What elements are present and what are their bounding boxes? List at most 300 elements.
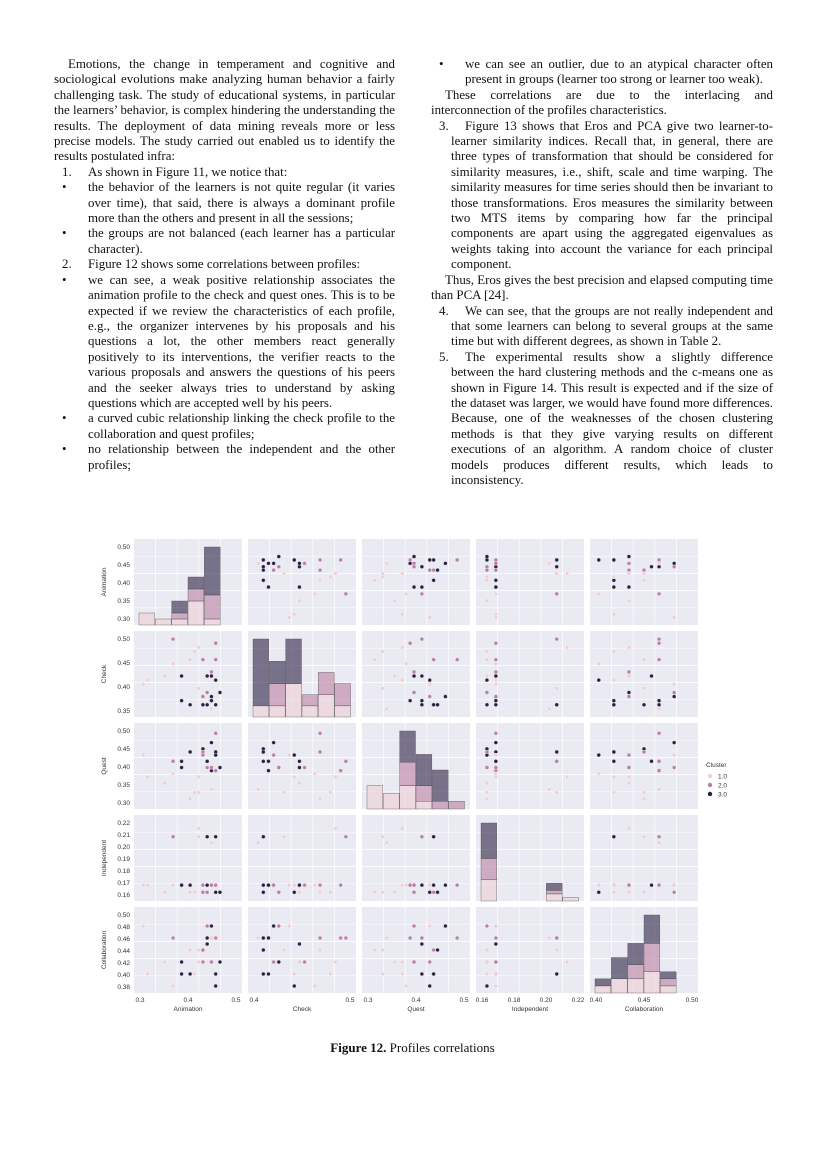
item-text: Figure 13 shows that Eros and PCA give two learner-to-learner similarity indices. Recall that, in general, there are three types of transformation that should be considered for similarity measures, i.e., shift, scale and time warping. The similarity measures for time series should then be invariant to those transformations. Eros measures the similarity between two MTS items by comparing how far the principal components are apart using the aggregated eigenvalues as weights taking into account the variance for each principal component. [451, 118, 773, 272]
scatter-point [197, 948, 201, 952]
x-axis-title: Independent [511, 1006, 549, 1013]
scatter-point [197, 827, 201, 831]
scatter-point [197, 775, 201, 779]
scatter-point [188, 658, 192, 662]
scatter-point [400, 960, 404, 964]
scatter-point [555, 948, 559, 952]
scatter-point [214, 890, 218, 894]
scatter-point [292, 612, 296, 616]
histogram-bar [481, 880, 497, 901]
scatter-point [494, 641, 498, 645]
scatter-point [642, 658, 646, 662]
scatter-point [612, 883, 616, 887]
scatter-point [672, 883, 676, 887]
scatter-point [339, 883, 343, 887]
y-axis-title: Quest [101, 757, 108, 775]
scatter-point [555, 558, 559, 562]
x-tick-label: 0.5 [459, 997, 469, 1004]
scatter-point [256, 788, 260, 792]
scatter-point [597, 753, 601, 757]
scatter-point [261, 948, 265, 952]
scatter-point [565, 775, 569, 779]
scatter-point [261, 883, 265, 887]
y-axis-title: Check [101, 664, 108, 684]
scatter-point [494, 662, 498, 666]
scatter-point [381, 972, 385, 976]
panel-background [134, 723, 242, 809]
scatter-point [627, 775, 631, 779]
scatter-point [318, 797, 322, 801]
scatter-point [428, 568, 432, 572]
y-tick-label: 0.50 [117, 544, 130, 551]
scatter-point [381, 948, 385, 952]
scatter-point [261, 568, 265, 572]
scatter-point [214, 835, 218, 839]
scatter-point [672, 691, 676, 695]
scatter-point [420, 942, 424, 946]
panel-background [362, 907, 470, 993]
scatter-point [298, 565, 302, 569]
scatter-point [494, 731, 498, 735]
scatter-point [455, 558, 459, 562]
scatter-point [210, 741, 214, 745]
scatter-point [547, 561, 551, 565]
scatter-point [339, 558, 343, 562]
scatter-point [171, 637, 175, 641]
scatter-point [485, 791, 489, 795]
scatter-point [180, 766, 184, 770]
bullet-item: • no relationship between the independent and the other profiles; [62, 442, 395, 472]
histogram-bar [155, 619, 171, 625]
scatter-point [494, 558, 498, 562]
scatter-point [201, 960, 205, 964]
scatter-point [180, 960, 184, 964]
scatter-point [256, 936, 260, 940]
item-number: 5. [439, 349, 449, 364]
scatter-point [627, 781, 631, 785]
scatter-point [282, 791, 286, 795]
scatter-point [272, 561, 276, 565]
scatter-point [201, 890, 205, 894]
scatter-point [597, 772, 601, 776]
x-axis-title: Collaboration [624, 1006, 664, 1013]
scatter-point [547, 788, 551, 792]
scatter-point [277, 924, 281, 928]
scatter-point [192, 890, 196, 894]
scatter-point [494, 741, 498, 745]
scatter-point [597, 592, 601, 596]
scatter-point [385, 936, 389, 940]
x-tick-label: 0.3 [363, 997, 373, 1004]
scatter-point [432, 948, 436, 952]
scatter-point [627, 890, 631, 894]
scatter-point [201, 703, 205, 707]
scatter-point [428, 678, 432, 682]
scatter-point [412, 691, 416, 695]
scatter-point [412, 670, 416, 674]
scatter-point [565, 645, 569, 649]
scatter-point [555, 703, 559, 707]
scatter-point [420, 972, 424, 976]
scatter-point [292, 984, 296, 988]
scatter-point [408, 883, 412, 887]
scatter-point [373, 890, 377, 894]
x-tick-label: 0.22 [571, 997, 585, 1004]
scatter-point [657, 558, 661, 562]
scatter-point [494, 674, 498, 678]
histogram-bar [416, 801, 432, 809]
scatter-point [328, 972, 332, 976]
scatter-point [627, 568, 631, 572]
scatter-point [597, 883, 601, 887]
scatter-point [404, 883, 408, 887]
scatter-point [334, 775, 338, 779]
scatter-point [210, 883, 214, 887]
scatter-point [201, 695, 205, 699]
scatter-point [298, 890, 302, 894]
scatter-point [197, 835, 201, 839]
scatter-point [180, 759, 184, 763]
scatter-point [298, 599, 302, 603]
y-tick-label: 0.35 [117, 598, 130, 605]
scatter-point [180, 699, 184, 703]
scatter-point [444, 883, 448, 887]
scatter-point [672, 753, 676, 757]
histogram-bar [546, 890, 562, 894]
panel-background [362, 539, 470, 625]
scatter-point [218, 766, 222, 770]
scatter-point [565, 572, 569, 576]
scatter-point [428, 924, 432, 928]
scatter-point [171, 772, 175, 776]
scatter-point [192, 650, 196, 654]
y-tick-label: 0.44 [117, 948, 130, 955]
scatter-point [494, 670, 498, 674]
scatter-point [657, 658, 661, 662]
histogram-bar [286, 684, 302, 717]
scatter-point [657, 707, 661, 711]
scatter-point [657, 561, 661, 565]
scatter-point [303, 561, 307, 565]
scatter-point [485, 781, 489, 785]
scatter-point [627, 572, 631, 576]
y-tick-label: 0.20 [117, 844, 130, 851]
histogram-bar [253, 706, 269, 717]
scatter-point [188, 750, 192, 754]
scatter-point [292, 753, 296, 757]
histogram-bar [367, 786, 383, 809]
scatter-point [214, 972, 218, 976]
scatter-point [214, 658, 218, 662]
histogram-bar [660, 986, 676, 993]
scatter-point [201, 948, 205, 952]
scatter-point [650, 674, 654, 678]
scatter-point [555, 791, 559, 795]
scatter-point [650, 883, 654, 887]
scatter-point [218, 691, 222, 695]
scatter-point [318, 731, 322, 735]
scatter-point [642, 572, 646, 576]
scatter-point [210, 695, 214, 699]
scatter-point [657, 788, 661, 792]
scatter-point [210, 670, 214, 674]
scatter-point [205, 835, 209, 839]
y-tick-label: 0.46 [117, 936, 130, 943]
y-tick-label: 0.38 [117, 984, 130, 991]
scatter-point [334, 960, 338, 964]
scatter-point [494, 753, 498, 757]
scatter-point [627, 561, 631, 565]
scatter-point [210, 707, 214, 711]
figure-12 [96, 535, 756, 1025]
scatter-point [318, 578, 322, 582]
scatter-point [485, 578, 489, 582]
scatter-point [298, 942, 302, 946]
scatter-point [146, 775, 150, 779]
scatter-point [672, 682, 676, 686]
x-tick-label: 0.5 [231, 997, 241, 1004]
scatter-point [214, 641, 218, 645]
y-tick-label: 0.30 [117, 616, 130, 623]
scatter-point [287, 616, 291, 620]
y-tick-label: 0.40 [117, 764, 130, 771]
scatter-point [612, 678, 616, 682]
scatter-point [627, 695, 631, 699]
scatter-point [642, 791, 646, 795]
scatter-point [171, 936, 175, 940]
scatter-point [408, 561, 412, 565]
scatter-point [261, 972, 265, 976]
scatter-point [188, 883, 192, 887]
panel-background [476, 907, 584, 993]
scatter-point [146, 678, 150, 682]
x-tick-label: 0.5 [345, 997, 355, 1004]
scatter-point [261, 750, 265, 754]
panel-background [590, 815, 698, 901]
scatter-point [141, 924, 145, 928]
scatter-point [180, 972, 184, 976]
scatter-point [494, 772, 498, 776]
histogram-bar [204, 595, 220, 619]
y-tick-label: 0.17 [117, 880, 130, 887]
scatter-point [455, 883, 459, 887]
figure-caption [0, 1040, 825, 1056]
scatter-point [400, 612, 404, 616]
y-tick-label: 0.42 [117, 960, 130, 967]
scatter-point [485, 565, 489, 569]
scatter-point [494, 658, 498, 662]
histogram-bar [188, 601, 204, 625]
scatter-point [455, 658, 459, 662]
scatter-point [298, 883, 302, 887]
scatter-point [494, 561, 498, 565]
scatter-point [627, 691, 631, 695]
scatter-point [494, 699, 498, 703]
y-tick-label: 0.35 [117, 708, 130, 715]
scatter-point [210, 788, 214, 792]
scatter-point [334, 827, 338, 831]
scatter-point [298, 585, 302, 589]
scatter-point [672, 695, 676, 699]
scatter-point [146, 972, 150, 976]
scatter-point [642, 686, 646, 690]
histogram-bar [204, 547, 220, 595]
scatter-point [272, 741, 276, 745]
caption-label: Figure 12. [330, 1040, 387, 1055]
scatter-point [612, 791, 616, 795]
scatter-point [205, 942, 209, 946]
scatter-point [328, 575, 332, 579]
scatter-point [267, 936, 271, 940]
scatter-point [218, 960, 222, 964]
scatter-point [485, 750, 489, 754]
scatter-point [657, 731, 661, 735]
histogram-bar [481, 823, 497, 858]
scatter-point [408, 558, 412, 562]
scatter-point [328, 791, 332, 795]
scatter-point [494, 678, 498, 682]
scatter-point [303, 960, 307, 964]
scatter-point [494, 759, 498, 763]
scatter-point [555, 972, 559, 976]
scatter-point [408, 641, 412, 645]
item-text: We can see, that the groups are not really independent and that some learners can belong to several groups at the same time but with different degrees, as shown in Table 2. [451, 303, 773, 349]
scatter-point [292, 972, 296, 976]
scatter-point [188, 797, 192, 801]
x-tick-label: 0.40 [589, 997, 603, 1004]
bullet-item: • the behavior of the learners is not quite regular (it varies over time), that said, there is always a dominant profile more than the others and present in all the sessions; [62, 180, 395, 226]
caption-text: Profiles correlations [386, 1040, 495, 1055]
histogram-bar [449, 801, 465, 809]
y-tick-label: 0.48 [117, 924, 130, 931]
scatter-point [555, 637, 559, 641]
scatter-point [597, 662, 601, 666]
scatter-point [485, 766, 489, 770]
scatter-point [485, 797, 489, 801]
scatter-point [188, 890, 192, 894]
histogram-bar [628, 943, 644, 964]
scatter-point [642, 835, 646, 839]
histogram-bar [595, 986, 611, 993]
bullet-item: • the groups are not balanced (each learner has a particular character). [62, 226, 395, 256]
scatter-point [404, 984, 408, 988]
scatter-point [188, 948, 192, 952]
scatter-point [141, 753, 145, 757]
numbered-item-3 [431, 119, 773, 273]
scatter-point [612, 775, 616, 779]
scatter-point [494, 616, 498, 620]
y-tick-label: 0.22 [117, 820, 130, 827]
scatter-point [485, 674, 489, 678]
scatter-point [657, 641, 661, 645]
y-tick-label: 0.30 [117, 800, 130, 807]
histogram-bar [628, 979, 644, 993]
scatter-point [494, 585, 498, 589]
scatter-point [318, 936, 322, 940]
y-tick-label: 0.19 [117, 856, 130, 863]
scatter-point [141, 883, 145, 887]
y-tick-label: 0.45 [117, 746, 130, 753]
histogram-bar [302, 706, 318, 717]
scatter-point [408, 936, 412, 940]
scatter-point [163, 674, 167, 678]
scatter-point [287, 924, 291, 928]
item-number: 3. [439, 118, 449, 133]
y-tick-label: 0.35 [117, 782, 130, 789]
histogram-bar [188, 577, 204, 589]
scatter-point [400, 972, 404, 976]
scatter-point [205, 883, 209, 887]
scatter-point [672, 561, 676, 565]
scatter-point [272, 924, 276, 928]
scatter-point [205, 691, 209, 695]
histogram-bar [286, 639, 302, 684]
scatter-point [428, 984, 432, 988]
scatter-point [436, 568, 440, 572]
scatter-point [292, 558, 296, 562]
item-text: The experimental results show a slightly difference between the hard clustering methods and the c-means one as shown in Figure 14. This result is expected and if the size of the dataset was larger, we would have found more differences. Because, one of the weaknesses of the chosen clustering methods is that they give varying results on different executions of an algorithm. A random choice of cluster models produces different results, which leads to inconsistency. [451, 349, 773, 487]
scatter-point [303, 883, 307, 887]
scatter-point [444, 561, 448, 565]
x-tick-label: 0.4 [249, 997, 259, 1004]
legend-label: 3.0 [718, 791, 728, 799]
scatter-point [404, 662, 408, 666]
histogram-bar [611, 958, 627, 979]
scatter-point [287, 753, 291, 757]
scatter-point [612, 835, 616, 839]
scatter-point [494, 960, 498, 964]
scatter-point [171, 835, 175, 839]
scatter-point [627, 645, 631, 649]
scatter-point [428, 616, 432, 620]
scatter-point [627, 555, 631, 559]
histogram-bar [416, 786, 432, 802]
panel-background [590, 723, 698, 809]
scatter-point [494, 984, 498, 988]
scatter-point [412, 561, 416, 565]
scatter-point [267, 883, 271, 887]
histogram-bar [563, 897, 579, 901]
scatter-point [282, 572, 286, 576]
scatter-point [261, 565, 265, 569]
scatter-point [282, 835, 286, 839]
scatter-point [485, 599, 489, 603]
scatter-point [163, 960, 167, 964]
scatter-point [210, 699, 214, 703]
scatter-point [381, 572, 385, 576]
scatter-point [420, 703, 424, 707]
scatter-point [612, 699, 616, 703]
histogram-bar [628, 965, 644, 979]
histogram-bar [400, 786, 416, 809]
scatter-point [494, 936, 498, 940]
histogram-bar [546, 883, 562, 890]
scatter-point [328, 890, 332, 894]
scatter-point [385, 561, 389, 565]
scatter-point [214, 769, 218, 773]
scatter-point [485, 575, 489, 579]
scatter-point [171, 662, 175, 666]
scatter-point [214, 936, 218, 940]
y-axis-title: Animation [101, 567, 108, 597]
legend-marker [708, 792, 712, 796]
scatter-point [555, 750, 559, 754]
y-tick-label: 0.16 [117, 892, 130, 899]
item-number: 2. [62, 257, 72, 272]
scatter-point [313, 984, 317, 988]
scatter-point [393, 599, 397, 603]
histogram-bar [172, 619, 188, 625]
